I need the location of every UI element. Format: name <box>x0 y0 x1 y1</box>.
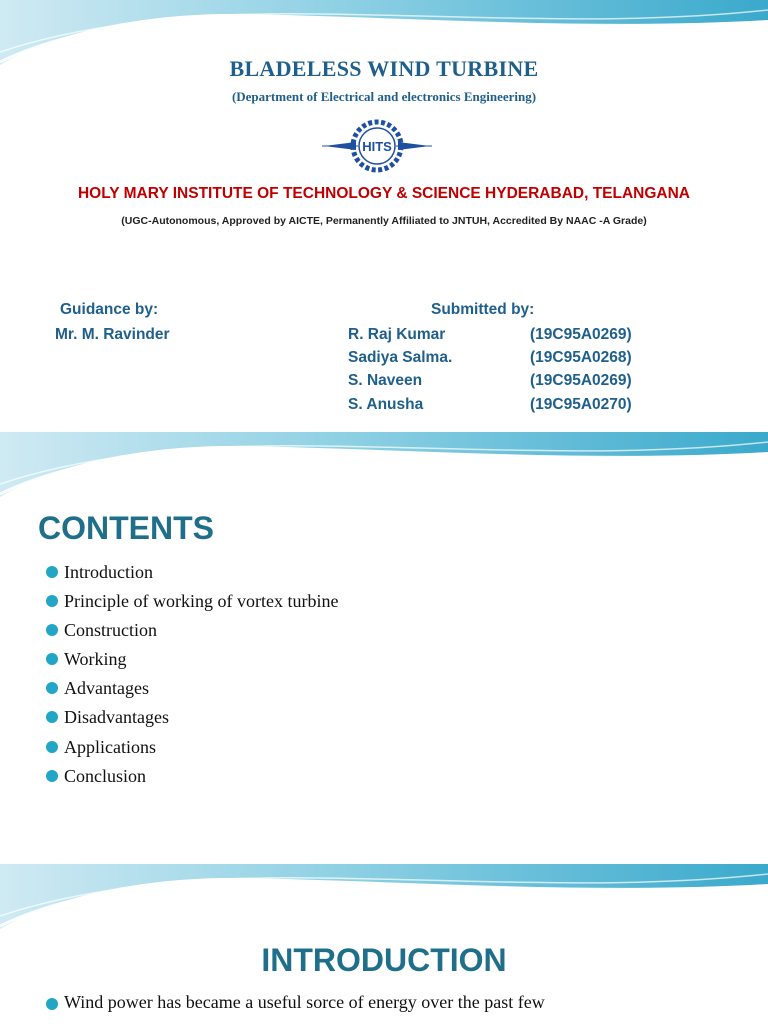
list-item <box>46 589 338 618</box>
bullet-dot-icon <box>46 682 58 694</box>
bullet-dot-icon <box>46 770 58 782</box>
institute-logo <box>320 118 434 174</box>
list-item <box>46 676 338 705</box>
bullet-dot-icon <box>46 595 58 607</box>
bullet-dot-icon <box>46 566 58 578</box>
presentation-title: BLADELESS WIND TURBINE <box>229 56 539 81</box>
introduction-bullet-text: Wind power has became a useful sorce of energy over the past few <box>64 992 545 1012</box>
bullet-dot-icon <box>46 998 58 1010</box>
contents-list <box>46 560 338 793</box>
submitted-heading: Submitted by: <box>431 301 535 318</box>
student-id: (19C95A0269) <box>530 326 632 343</box>
bullet-dot-icon <box>46 741 58 753</box>
student-name: Sadiya Salma. <box>348 349 453 366</box>
bullet-dot-icon <box>46 711 58 723</box>
list-item <box>46 735 338 764</box>
wave-header-decoration <box>0 864 768 934</box>
introduction-slide <box>0 864 768 1024</box>
list-item <box>46 647 338 676</box>
title-slide <box>0 0 768 432</box>
student-id: (19C95A0268) <box>530 349 632 366</box>
logo-text: HITS <box>362 139 392 154</box>
student-id: (19C95A0270) <box>530 396 632 413</box>
department-subtitle: (Department of Electrical and electronics Engineering) <box>231 89 537 104</box>
student-name: S. Naveen <box>348 372 423 389</box>
guide-name: Mr. M. Ravinder <box>55 326 170 343</box>
list-item-label: Applications <box>64 736 156 757</box>
wave-header-decoration <box>0 432 768 502</box>
accreditation-text: (UGC-Autonomous, Approved by AICTE, Permanently Affiliated to JNTUH, Accredited By NAAC -A Grade) <box>121 215 647 227</box>
student-row <box>348 396 632 414</box>
list-item-label: Conclusion <box>64 765 147 786</box>
contents-slide <box>0 432 768 864</box>
bullet-dot-icon <box>46 653 58 665</box>
list-item <box>46 764 338 793</box>
list-item <box>46 560 338 589</box>
list-item <box>46 705 338 734</box>
list-item-label: Construction <box>64 620 157 641</box>
student-row <box>348 372 632 390</box>
introduction-bullet <box>46 992 744 1013</box>
introduction-heading: INTRODUCTION <box>261 942 507 978</box>
student-name: R. Raj Kumar <box>348 326 446 343</box>
list-item <box>46 618 338 647</box>
list-item-label: Introduction <box>64 562 153 582</box>
student-row <box>348 349 632 367</box>
bullet-dot-icon <box>46 624 58 636</box>
list-item-label: Principle of working of vortex turbine <box>64 591 339 612</box>
student-id: (19C95A0269) <box>530 372 632 389</box>
student-row <box>348 326 632 344</box>
student-name: S. Anusha <box>348 396 424 413</box>
guidance-heading: Guidance by: <box>60 301 159 318</box>
list-item-label: Advantages <box>64 678 149 699</box>
list-item-label: Disadvantages <box>64 707 169 728</box>
list-item-label: Working <box>64 649 127 670</box>
institute-name: HOLY MARY INSTITUTE OF TECHNOLOGY & SCIENCE HYDERABAD, TELANGANA <box>77 185 690 202</box>
contents-heading: CONTENTS <box>38 510 214 546</box>
